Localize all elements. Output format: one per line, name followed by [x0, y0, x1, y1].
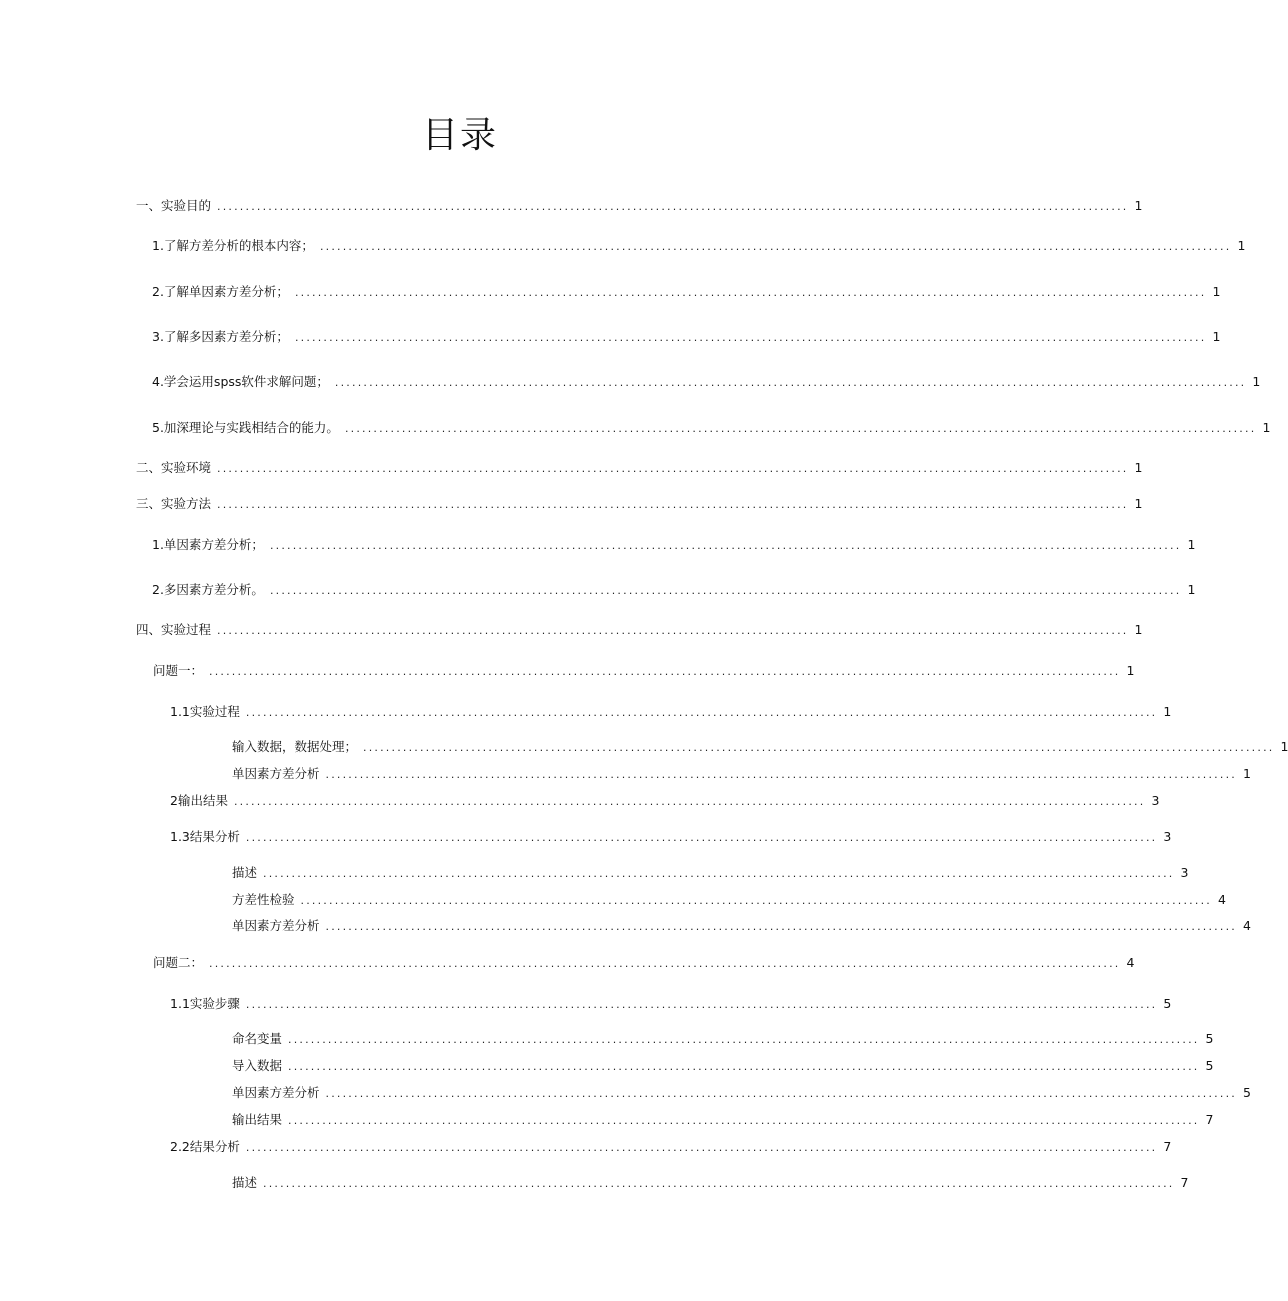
toc-page-number: 5 [1163, 996, 1172, 1011]
toc-entry-label: 四、实验过程 [136, 622, 212, 637]
toc-page-number: 3 [1151, 793, 1160, 808]
toc-page-number: 3 [1180, 865, 1189, 880]
toc-page-number: 1 [1134, 496, 1143, 511]
toc-page-number: 1 [1280, 739, 1288, 754]
toc-entry-number: 1. [170, 996, 182, 1011]
toc-page-number: 1 [1163, 704, 1172, 719]
toc-page-number: 1 [1212, 284, 1221, 299]
toc-entry[interactable] [152, 282, 1221, 302]
toc-leader-dots: ................................................................................................................................................................ [319, 240, 1232, 253]
toc-entry-label: 方差性检验 [232, 892, 295, 907]
toc-entry[interactable] [152, 580, 1196, 600]
toc-entry-label: .了解多因素方差分析； [159, 329, 289, 344]
toc-entry-number: 4 [152, 374, 160, 389]
toc-entry[interactable] [152, 535, 1196, 555]
toc-entry[interactable] [170, 1137, 1172, 1157]
toc-leader-dots: ................................................................................................................................................................ [269, 539, 1182, 552]
toc-page-number: 1 [1126, 663, 1135, 678]
toc-leader-dots: ................................................................................................................................................................ [363, 741, 1275, 754]
toc-entry[interactable] [152, 418, 1271, 438]
toc-entry[interactable] [232, 1056, 1214, 1076]
toc-entry-label: 二、实验环境 [136, 460, 212, 475]
toc-entry[interactable] [170, 827, 1172, 847]
toc-entry-label: .学会运用spss软件求解问题； [159, 374, 329, 389]
toc-entry-label: 描述 [232, 865, 258, 880]
toc-entry-label: 问题一： [153, 663, 204, 678]
toc-page-number: 1 [1187, 582, 1196, 597]
toc-entry-label: 命名变量 [232, 1031, 283, 1046]
toc-entry-number: 2 [152, 284, 160, 299]
toc-leader-dots: ................................................................................................................................................................ [217, 462, 1129, 475]
toc-leader-dots: ................................................................................................................................................................ [217, 498, 1129, 511]
toc-entry[interactable] [152, 372, 1261, 392]
toc-page-number: 1 [1252, 374, 1261, 389]
toc-page-number: 1 [1243, 766, 1251, 781]
toc-leader-dots: ................................................................................................................................................................ [325, 768, 1237, 781]
toc-entry[interactable] [136, 458, 1143, 478]
toc-page-number: 4 [1126, 955, 1135, 970]
toc-entry[interactable] [170, 702, 1172, 722]
toc-entry[interactable] [153, 661, 1135, 681]
toc-leader-dots: ................................................................................................................................................................ [344, 422, 1257, 435]
toc-entry[interactable] [136, 494, 1143, 514]
toc-entry-label: 1实验步骤 [181, 996, 240, 1011]
toc-leader-dots: ................................................................................................................................................................ [294, 331, 1207, 344]
toc-leader-dots: ................................................................................................................................................................ [209, 957, 1121, 970]
toc-entry[interactable] [152, 236, 1246, 256]
toc-entry-label: 2.2结果分析 [170, 1139, 240, 1154]
toc-page-number: 3 [1163, 829, 1172, 844]
toc-entry-label: 导入数据 [232, 1058, 283, 1073]
toc-entry[interactable] [232, 1083, 1251, 1103]
toc-page-number: 1 [1212, 329, 1221, 344]
toc-entry[interactable] [232, 863, 1189, 883]
toc-entry[interactable] [232, 1029, 1214, 1049]
toc-page-number: 4 [1243, 918, 1251, 933]
toc-leader-dots: ................................................................................................................................................................ [263, 867, 1175, 880]
toc-entry-label: 1.3结果分析 [170, 829, 240, 844]
toc-leader-dots: ................................................................................................................................................................ [288, 1033, 1200, 1046]
toc-page-number: 7 [1180, 1175, 1189, 1190]
toc-page-number: 1 [1134, 622, 1143, 637]
toc-entry[interactable] [152, 327, 1221, 347]
toc-page-number: 4 [1218, 892, 1226, 907]
toc-page-number: 1 [1262, 420, 1271, 435]
toc-page-number: 1 [1187, 537, 1196, 552]
toc-leader-dots: ................................................................................................................................................................ [325, 1087, 1237, 1100]
toc-page-number: 7 [1163, 1139, 1172, 1154]
toc-entry-label: 输出结果 [232, 1112, 283, 1127]
toc-entry[interactable] [232, 737, 1288, 757]
toc-entry-label: 输入数据，数据处理； [232, 739, 358, 754]
toc-entry-label: .多因素方差分析。 [159, 582, 264, 597]
toc-entry-label: 单因素方差分析 [232, 766, 320, 781]
toc-leader-dots: ................................................................................................................................................................ [325, 920, 1237, 933]
toc-leader-dots: ................................................................................................................................................................ [245, 706, 1158, 719]
toc-entry[interactable] [170, 791, 1160, 811]
toc-page-number: 1 [1134, 198, 1143, 213]
toc-leader-dots: ................................................................................................................................................................ [269, 584, 1182, 597]
toc-entry-number: 2 [152, 582, 160, 597]
toc-entry[interactable] [170, 994, 1172, 1014]
toc-entry-label: 一、实验目的 [136, 198, 212, 213]
toc-entry-number: 3 [152, 329, 160, 344]
toc-leader-dots: ................................................................................................................................................................ [245, 831, 1158, 844]
toc-entry[interactable] [232, 1110, 1214, 1130]
toc-leader-dots: ................................................................................................................................................................ [334, 376, 1247, 389]
toc-entry-label: .了解方差分析的根本内容； [159, 238, 314, 253]
toc-entry[interactable] [232, 916, 1251, 936]
toc-entry[interactable] [136, 620, 1143, 640]
toc-leader-dots: ................................................................................................................................................................ [288, 1060, 1200, 1073]
toc-page-number: 5 [1205, 1031, 1214, 1046]
toc-leader-dots: ................................................................................................................................................................ [245, 998, 1158, 1011]
toc-entry-label: .了解单因素方差分析； [159, 284, 289, 299]
toc-leader-dots: ................................................................................................................................................................ [263, 1177, 1175, 1190]
toc-leader-dots: ................................................................................................................................................................ [245, 1141, 1158, 1154]
toc-entry[interactable] [232, 1173, 1189, 1193]
toc-entry[interactable] [232, 764, 1251, 784]
toc-entry-label: 三、实验方法 [136, 496, 212, 511]
toc-entry-number: 1.1 [170, 704, 190, 719]
toc-entry-label: 单因素方差分析 [232, 918, 320, 933]
toc-entry-label: 2输出结果 [170, 793, 228, 808]
toc-page-number: 1 [1134, 460, 1143, 475]
toc-entry-label: .单因素方差分析； [159, 537, 264, 552]
toc-entry-label: 实验过程 [189, 704, 240, 719]
toc-leader-dots: ................................................................................................................................................................ [288, 1114, 1200, 1127]
toc-entry-label: 单因素方差分析 [232, 1085, 320, 1100]
toc-entry[interactable] [232, 890, 1226, 910]
toc-leader-dots: ................................................................................................................................................................ [233, 795, 1146, 808]
toc-leader-dots: ................................................................................................................................................................ [217, 624, 1129, 637]
toc-entry-label: 描述 [232, 1175, 258, 1190]
toc-leader-dots: ................................................................................................................................................................ [209, 665, 1121, 678]
toc-entry[interactable] [136, 196, 1143, 216]
toc-leader-dots: ................................................................................................................................................................ [217, 200, 1129, 213]
toc-entry-label: 问题二： [153, 955, 204, 970]
toc-leader-dots: ................................................................................................................................................................ [294, 286, 1207, 299]
toc-page-number: 1 [1237, 238, 1246, 253]
toc-entry-label: .加深理论与实践相结合的能力。 [159, 420, 339, 435]
toc-page-number: 7 [1205, 1112, 1214, 1127]
toc-leader-dots: ................................................................................................................................................................ [300, 894, 1212, 907]
toc-entry-number: 5 [152, 420, 160, 435]
toc-entry-number: 1 [152, 238, 160, 253]
toc-page-number: 5 [1205, 1058, 1214, 1073]
toc-entry-number: 1 [152, 537, 160, 552]
page-title: 目录 [421, 115, 498, 156]
toc-page-number: 5 [1243, 1085, 1251, 1100]
toc-entry[interactable] [153, 953, 1135, 973]
